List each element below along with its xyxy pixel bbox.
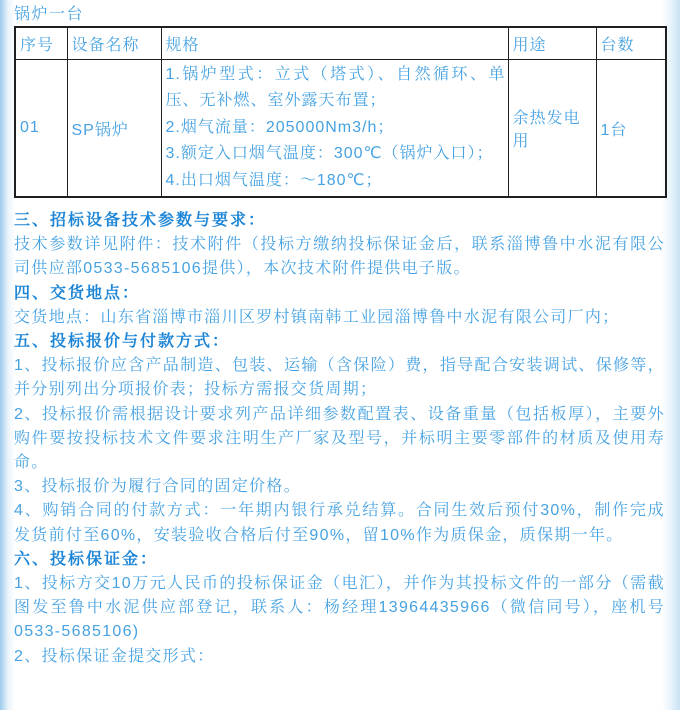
col-header-spec: 规格 (161, 27, 508, 60)
section-paragraph: 1、投标方交10万元人民币的投标保证金（电汇），并作为其投标文件的一部分（需截图发至鲁中水泥供应部登记，联系人：杨经理13964435966（微信同号），座机号0533-5685106) (14, 575, 665, 641)
document-sections (14, 209, 665, 669)
table-row (15, 60, 666, 198)
section-heading-5: 五、投标报价与付款方式： (14, 333, 231, 351)
col-header-usage: 用途 (508, 27, 596, 60)
section-paragraph: 2、投标报价需根据设计要求列产品详细参数配置表、设备重量（包括板厚），主要外购件要按投标技术文件要求注明生产厂家及型号，并标明主要零部件的材质及使用寿命。 (14, 405, 665, 472)
spec-line: 3.额定入口烟气温度：300℃（锅炉入口）； (165, 145, 494, 163)
equipment-table (14, 26, 667, 198)
table-header-row (15, 27, 666, 60)
cell-qty: 1台 (596, 60, 666, 198)
col-header-name: 设备名称 (67, 27, 161, 60)
cell-spec (161, 60, 508, 198)
section-paragraph: 技术参数详见附件：技术附件（投标方缴纳投标保证金后，联系淄博鲁中水泥有限公司供应部0533-5685106提供），本次技术附件提供电子版。 (14, 236, 665, 278)
spec-line: 2.烟气流量：205000Nm3/h； (165, 118, 395, 136)
section-paragraph: 交货地点：山东省淄博市淄川区罗村镇南韩工业园淄博鲁中水泥有限公司厂内； (14, 308, 620, 326)
cell-usage: 余热发电用 (508, 60, 596, 198)
cell-name: SP锅炉 (67, 60, 161, 198)
spec-line: 4.出口烟气温度：～180℃； (165, 171, 383, 189)
section-paragraph: 2、投标保证金提交形式： (14, 647, 215, 665)
page-title: 锅炉一台 (14, 6, 85, 23)
section-paragraph: 1、投标报价应含产品制造、包装、运输（含保险）费，指导配合安装调试、保修等，并分别列出分项报价表；投标方需报交货周期； (14, 357, 665, 399)
section-heading-6: 六、投标保证金： (14, 550, 159, 568)
col-header-qty: 台数 (596, 27, 666, 60)
section-paragraph: 4、购销合同的付款方式：一年期内银行承兑结算。合同生效后预付30%，制作完成发货前付至60%，安装验收合格后付至90%，留10%作为质保金，质保期一年。 (14, 502, 665, 544)
section-heading-4: 四、交货地点： (14, 284, 141, 302)
spec-line: 1.锅炉型式：立式（塔式）、自然循环、单压、无补燃、室外露天布置； (165, 66, 506, 110)
section-paragraph: 3、投标报价为履行合同的固定价格。 (14, 478, 301, 496)
col-header-seq: 序号 (15, 27, 67, 60)
cell-seq: 01 (15, 60, 67, 198)
section-heading-3: 三、招标设备技术参数与要求： (14, 212, 267, 230)
